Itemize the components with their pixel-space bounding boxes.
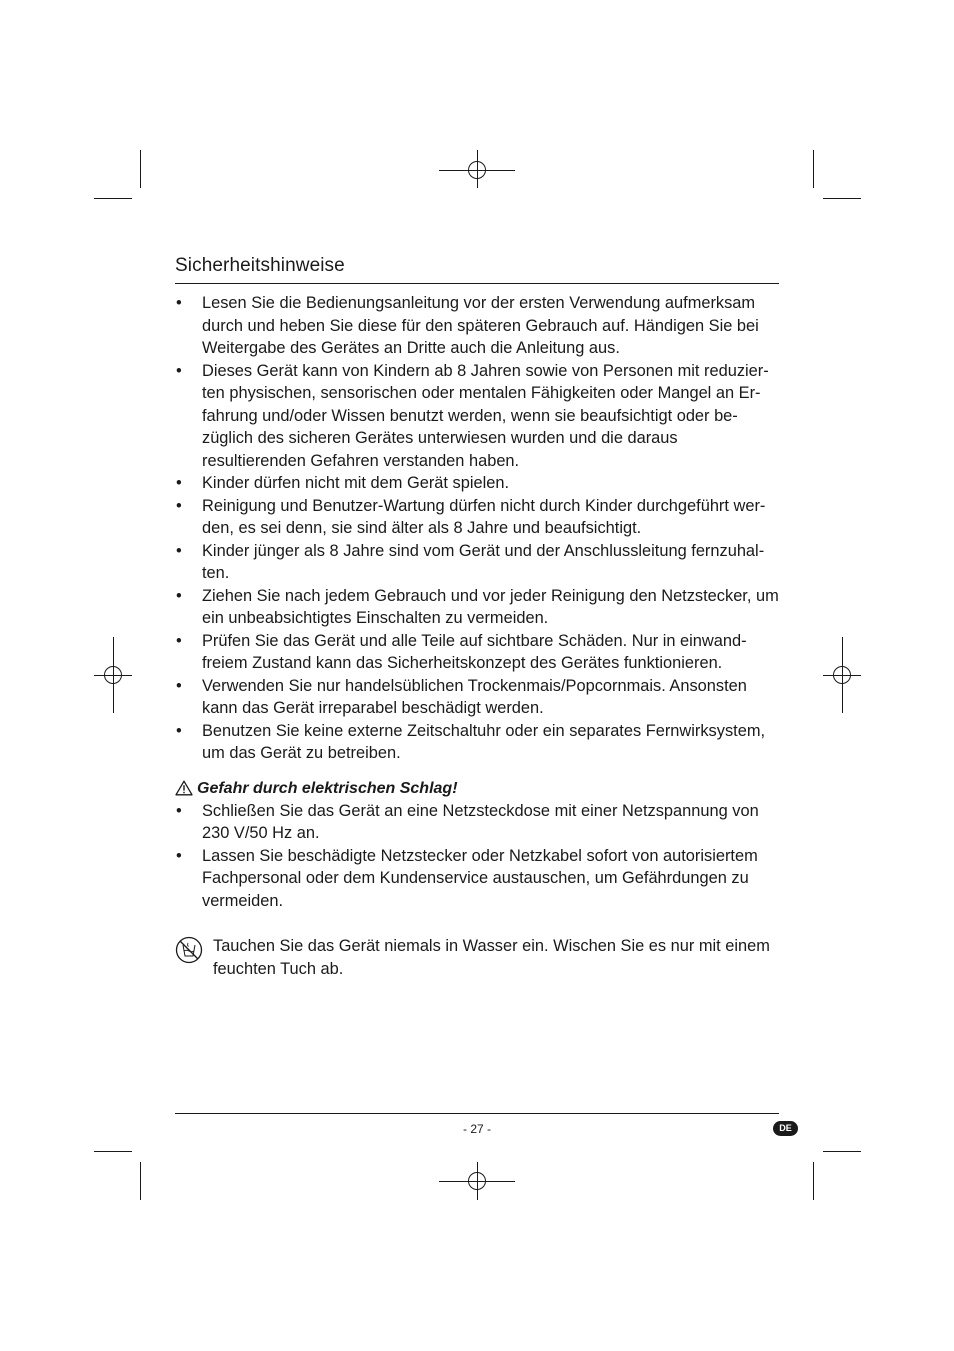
list-item: • Kinder jünger als 8 Jahre sind vom Gerät und der Anschlussleitung fernzuhal-ten. (176, 541, 765, 582)
bullet-symbol: • (176, 801, 182, 820)
crop-mark (94, 198, 132, 199)
note-icon-container (175, 935, 213, 980)
list-item: • Dieses Gerät kann von Kindern ab 8 Jahren sowie von Personen mit reduzier-ten physischen, sensorischen oder mentalen Fähigkeiten oder Mangel an Er-fahrung und/oder Wissen benutzt werden, wenn sie beaufsichtigt oder be-züglich des sicheren Gerätes unterwiesen wurden und die daraus resultierenden Gefahren verstanden haben. (176, 361, 769, 470)
bullet-symbol: • (176, 631, 182, 650)
registration-circle (104, 666, 122, 684)
bullet-symbol: • (176, 496, 182, 515)
bullet-symbol: • (176, 676, 182, 695)
safety-list (175, 292, 779, 765)
crop-mark (140, 150, 141, 188)
bullet-symbol: • (176, 541, 182, 560)
list-item: • Reinigung und Benutzer-Wartung dürfen nicht durch Kinder durchgeführt wer-den, es sei denn, sie sind älter als 8 Jahre und beaufsichtigt. (176, 496, 766, 537)
warning-heading (175, 778, 779, 800)
registration-circle (468, 161, 486, 179)
bullet-symbol: • (176, 586, 182, 605)
crop-mark (813, 150, 814, 188)
footer-divider (175, 1113, 779, 1114)
crop-mark (823, 1151, 861, 1152)
list-item: • Kinder dürfen nicht mit dem Gerät spielen. (175, 472, 779, 495)
crop-mark (140, 1162, 141, 1200)
page-number: - 27 - (462, 1122, 491, 1136)
page-content (175, 252, 779, 980)
list-item: • Lesen Sie die Bedienungsanleitung vor der ersten Verwendung aufmerksam durch und heben Sie diese für den späteren Gebrauch auf. Händigen Sie bei Weitergabe des Gerätes an Dritte auch die Anleitung aus. (176, 294, 759, 357)
bullet-symbol: • (176, 721, 182, 740)
warning-triangle-icon (175, 780, 193, 796)
bullet-symbol: • (176, 846, 182, 865)
list-item: • Lassen Sie beschädigte Netzstecker oder Netzkabel sofort von autorisiertem Fachpersonal oder dem Kundenservice austauschen, um Gefährdungen zu vermeiden. (176, 846, 758, 910)
list-item: • Ziehen Sie nach jedem Gebrauch und vor jeder Reinigung den Netzstecker, um ein unbeabsichtigtes Einschalten zu vermeiden. (176, 586, 779, 627)
crop-mark (823, 198, 861, 199)
warning-list (175, 800, 779, 913)
note-text: Tauchen Sie das Gerät niemals in Wasser ein. Wischen Sie es nur mit einem feuchten Tuch ab. (213, 937, 770, 978)
bullet-symbol: • (176, 361, 182, 380)
title-divider (175, 283, 779, 284)
bullet-symbol: • (176, 474, 182, 492)
crop-mark (813, 1162, 814, 1200)
section-title: Sicherheitshinweise (175, 255, 345, 276)
bullet-symbol: • (176, 294, 182, 312)
crop-mark (94, 1151, 132, 1152)
registration-circle (833, 666, 851, 684)
registration-circle (468, 1172, 486, 1190)
no-water-immersion-icon (175, 936, 203, 964)
warning-heading-text: Gefahr durch elektrischen Schlag! (197, 779, 458, 797)
list-item: • Verwenden Sie nur handelsüblichen Trockenmais/Popcornmais. Ansonsten kann das Gerät irreparabel beschädigt werden. (176, 676, 747, 717)
list-item: • Prüfen Sie das Gerät und alle Teile auf sichtbare Schäden. Nur in einwand-freiem Zustand kann das Sicherheitskonzept des Gerätes funktionieren. (176, 631, 747, 672)
list-item: • Benutzen Sie keine externe Zeitschaltuhr oder ein separates Fernwirksystem, um das Gerät zu betreiben. (176, 721, 766, 762)
water-note (175, 935, 779, 980)
list-item: • Schließen Sie das Gerät an eine Netzsteckdose mit einer Netzspannung von 230 V/50 Hz an. (176, 801, 759, 842)
language-badge: DE (773, 1121, 798, 1136)
